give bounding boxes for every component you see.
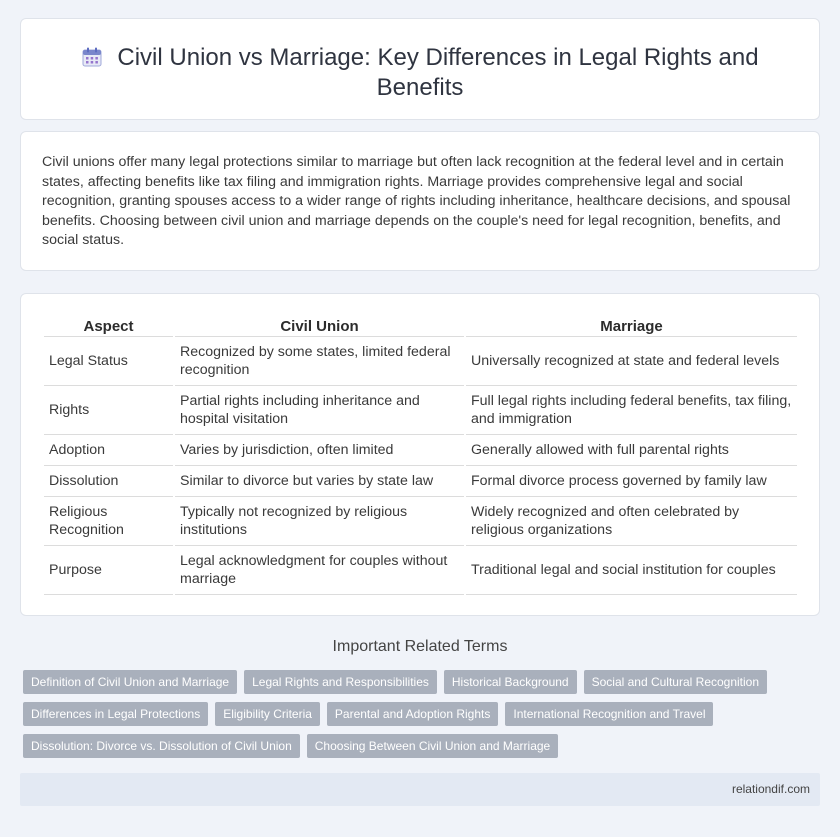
tag-link[interactable]: Parental and Adoption Rights: [327, 702, 498, 726]
tag-link[interactable]: Definition of Civil Union and Marriage: [23, 670, 237, 694]
tag-link[interactable]: Dissolution: Divorce vs. Dissolution of Civil Union: [23, 734, 300, 758]
aspect-cell: Dissolution: [44, 466, 173, 497]
tag-link[interactable]: International Recognition and Travel: [505, 702, 713, 726]
tag-link[interactable]: Social and Cultural Recognition: [584, 670, 767, 694]
civil-union-cell: Similar to divorce but varies by state law: [175, 466, 464, 497]
aspect-cell: Legal Status: [44, 337, 173, 386]
aspect-cell: Adoption: [44, 435, 173, 466]
aspect-cell: Religious Recognition: [44, 497, 173, 546]
title-line-1: Civil Union vs Marriage: Key Differences in Legal Rights and: [117, 44, 759, 71]
title-line-2: Benefits: [376, 74, 464, 101]
related-terms-tags: [23, 670, 823, 766]
summary-text: Civil unions offer many legal protections similar to marriage but often lack recognition at the federal level and in certain states, affecting benefits like tax filing and immigration rights. Marriage provides comprehensive legal and social recognition, granting spouses access to a wider range of rights including inheritance, healthcare decisions, and spousal benefits. Choosing between civil union and marriage depends on the couple's need for legal recognition, benefits, and social status.: [42, 154, 791, 249]
marriage-cell: Formal divorce process governed by family law: [466, 466, 797, 497]
table-row: [44, 386, 797, 435]
comparison-table: [42, 315, 799, 595]
tag-link[interactable]: Eligibility Criteria: [215, 702, 320, 726]
marriage-cell: Widely recognized and often celebrated by religious organizations: [466, 497, 797, 546]
column-header-aspect: Aspect: [44, 315, 173, 337]
civil-union-cell: Varies by jurisdiction, often limited: [175, 435, 464, 466]
aspect-cell: Rights: [44, 386, 173, 435]
marriage-cell: Traditional legal and social institution for couples: [466, 546, 797, 595]
aspect-cell: Purpose: [44, 546, 173, 595]
column-header-civil-union: Civil Union: [175, 315, 464, 337]
marriage-cell: Generally allowed with full parental rights: [466, 435, 797, 466]
table-header-row: [44, 315, 797, 337]
site-credit[interactable]: relationdif.com: [731, 782, 810, 796]
marriage-cell: Universally recognized at state and federal levels: [466, 337, 797, 386]
tag-link[interactable]: Legal Rights and Responsibilities: [244, 670, 437, 694]
civil-union-cell: Recognized by some states, limited federal recognition: [175, 337, 464, 386]
footer-bar: [20, 773, 820, 806]
table-row: [44, 435, 797, 466]
table-row: [44, 546, 797, 595]
table-row: [44, 337, 797, 386]
civil-union-cell: Typically not recognized by religious institutions: [175, 497, 464, 546]
marriage-cell: Full legal rights including federal benefits, tax filing, and immigration: [466, 386, 797, 435]
civil-union-cell: Partial rights including inheritance and hospital visitation: [175, 386, 464, 435]
page-title: [21, 43, 819, 103]
tag-link[interactable]: Choosing Between Civil Union and Marriage: [307, 734, 558, 758]
column-header-marriage: Marriage: [466, 315, 797, 337]
table-row: [44, 497, 797, 546]
table-row: [44, 466, 797, 497]
summary-card: [20, 131, 820, 271]
tag-link[interactable]: Historical Background: [444, 670, 577, 694]
related-terms-heading: Important Related Terms: [332, 638, 508, 655]
civil-union-cell: Legal acknowledgment for couples without marriage: [175, 546, 464, 595]
header-card: [20, 18, 820, 120]
comparison-table-card: [20, 293, 820, 616]
calendar-icon: [81, 46, 103, 68]
tag-link[interactable]: Differences in Legal Protections: [23, 702, 208, 726]
